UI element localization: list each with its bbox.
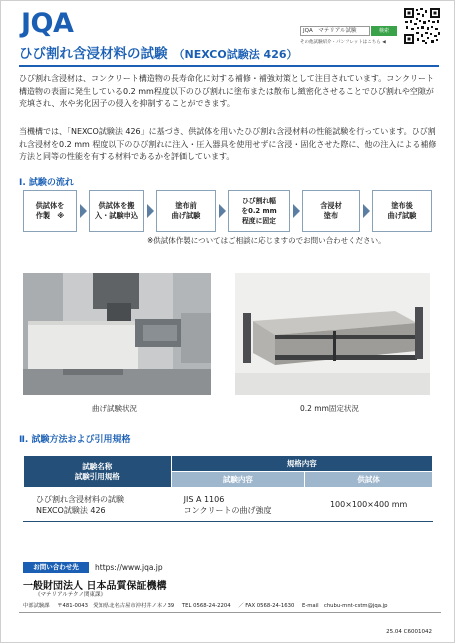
search-input[interactable]: JQA マテリアル試験: [300, 26, 370, 36]
title-main: ひび割れ含浸材料の試験: [19, 46, 168, 62]
website-link[interactable]: https://www.jqa.jp: [95, 563, 163, 572]
cell-text: JIS A 1106 コンクリートの曲げ強度: [183, 494, 272, 515]
postal-address: 〒481-0043 愛知県北名古屋市沖村井ノ本ノ39: [57, 603, 175, 609]
search-button[interactable]: 検索: [371, 26, 397, 36]
fax-number: ／ FAX 0568-24-1630: [238, 603, 295, 609]
flow-step-4: [228, 190, 290, 232]
title-divider: [19, 65, 439, 67]
flow-arrow-icon: [147, 204, 154, 218]
section-heading-methods: Ⅱ. 試験方法および引用規格: [19, 435, 131, 445]
phone-number: TEL 0568-24-2204: [181, 603, 231, 609]
flow-note: ※供試体作製についてはご相談に応じますのでお問い合わせください。: [147, 236, 386, 245]
photo-caption-1: 曲げ試験状況: [92, 404, 137, 413]
table-header-test-name: [24, 456, 172, 488]
intro-paragraph-1: ひび割れ含浸材は、コンクリート構造物の長寿命化に対する補修・補強対策として注目されています。コンクリート構造物の表面に発生している0.2 mm程度以下のひび割れに塗布または散布し緻密化させることでひび割れや空隙が充填され、水や劣化因子の侵入を抑制することができます。: [19, 74, 435, 108]
crack-fixing-image: [235, 273, 430, 395]
flow-step-label: 塗布前 曲げ試験: [171, 201, 201, 220]
flow-step-label: ひび割れ幅 を0.2 mm 程度に固定: [241, 197, 277, 225]
crack-fixing-photo: [235, 273, 430, 395]
bending-test-photo: [23, 273, 211, 395]
flow-step-label: 供試体を 作製 ※: [35, 201, 65, 220]
contact-address-line: [23, 601, 393, 609]
cell-text: ひび割れ含浸材料の試験 NEXCO試験法 426: [36, 494, 124, 515]
bending-test-image: [23, 273, 211, 395]
table-cell-specimen: 100×100×400 mm: [305, 488, 433, 522]
table-cell-test-name: [24, 488, 172, 522]
photo-caption-2: 0.2 mm固定状況: [300, 404, 359, 413]
header-text: 試験名称 試験引用規格: [74, 461, 120, 481]
flow-step-2: [89, 190, 144, 232]
flow-step-label: 供試体を搬 入・試験申込: [94, 201, 139, 220]
flow-step-3: [156, 190, 216, 232]
flow-arrow-icon: [363, 204, 370, 218]
flow-arrow-icon: [293, 204, 300, 218]
organization-name: 一般財団法人 日本品質保証機構: [23, 581, 167, 592]
organization-department: 《マテリアルテクノ関東課》: [35, 592, 106, 598]
flow-step-6: [372, 190, 432, 232]
flow-step-1: [23, 190, 77, 232]
section-heading-flow: Ⅰ. 試験の流れ: [19, 178, 74, 188]
title-sub: （NEXCO試験法 426）: [173, 48, 298, 61]
document-number: 25.04 C6001042: [386, 629, 432, 635]
flow-step-label: 含浸材 塗布: [320, 201, 342, 220]
table-header-spec-group: 規格内容: [171, 456, 432, 472]
qr-code-icon[interactable]: [403, 7, 441, 45]
intro-paragraph-2: 当機構では、「NEXCO試験法 426」に基づき、供試体を用いたひび割れ含浸材料の性能試験を行っています。ひび割れ含浸材を0.2 mm 程度以下のひび割れに注入・圧入器具を使用せずに含浸・固化させた際に、他の注入による補修方法と同等の性能を有する材料であるかを評価しています。: [19, 127, 437, 161]
flow-step-5: [302, 190, 360, 232]
email-address[interactable]: E-mail chubu-mnt-cstm@jqa.jp: [302, 603, 388, 609]
spec-table: [23, 455, 433, 522]
table-cell-test-content: [171, 488, 305, 522]
flow-arrow-icon: [219, 204, 226, 218]
contact-label: お問い合わせ先: [23, 562, 89, 573]
flow-arrow-icon: [80, 204, 87, 218]
jqa-logo[interactable]: JQA: [21, 8, 74, 39]
footer-divider: [19, 612, 441, 613]
flow-step-label: 塗布後 曲げ試験: [387, 201, 417, 220]
table-header-specimen: 供試体: [305, 472, 433, 488]
page-title: [19, 46, 298, 63]
office-name: 中部試験課: [23, 603, 50, 609]
search-caption[interactable]: その他試験紹介・パンフレットはこちら ◀: [300, 40, 386, 45]
table-header-test-content: 試験内容: [171, 472, 305, 488]
